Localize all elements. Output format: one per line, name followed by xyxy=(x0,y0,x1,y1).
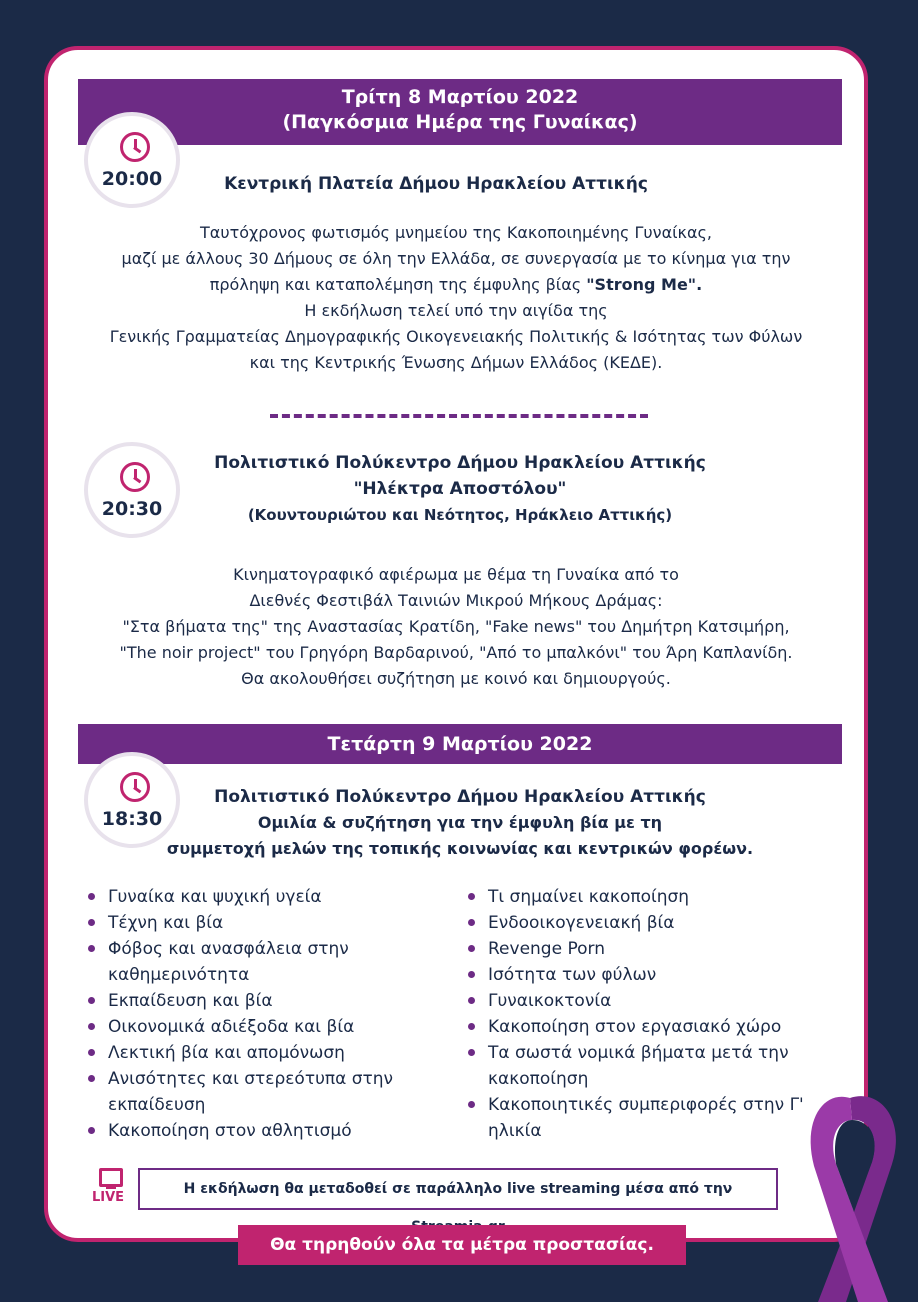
event2-line: Θα ακολουθήσει συζήτηση με κοινό και δημιουργούς. xyxy=(241,669,671,688)
streaming-notice: Η εκδήλωση θα μεταδοθεί σε παράλληλο live streaming μέσα από την xyxy=(138,1168,778,1210)
event2-venue: Πολιτιστικό Πολύκεντρο Δήμου Ηρακλείου Αττικής xyxy=(214,453,706,473)
event1-line: Ταυτόχρονος φωτισμός μνημείου της Κακοποιημένης Γυναίκας, xyxy=(200,223,712,242)
topics-right-list xyxy=(468,884,818,1144)
event3-venue: Πολιτιστικό Πολύκεντρο Δήμου Ηρακλείου Αττικής xyxy=(214,787,706,807)
day1-banner xyxy=(78,79,842,145)
event3-heading xyxy=(130,784,790,862)
topics-left-list xyxy=(88,884,438,1144)
day2-banner: Τετάρτη 9 Μαρτίου 2022 xyxy=(78,724,842,764)
clock-icon xyxy=(120,132,150,162)
event1-line: Η εκδήλωση τελεί υπό την αιγίδα της xyxy=(304,301,608,320)
event2-venue-name: "Ηλέκτρα Αποστόλου" xyxy=(353,479,567,499)
live-label: LIVE xyxy=(92,1190,125,1205)
topic-item: Ανισότητες και στερεότυπα στην εκπαίδευση xyxy=(88,1066,438,1118)
event1-venue: Κεντρική Πλατεία Δήμου Ηρακλείου Αττικής xyxy=(224,174,648,194)
section-divider xyxy=(270,414,648,418)
event1-line: μαζί με άλλους 30 Δήμους σε όλη την Ελλάδα, σε συνεργασία με το κίνημα για την xyxy=(121,249,791,268)
topic-item: Οικονομικά αδιέξοδα και βία xyxy=(88,1014,438,1040)
monitor-stand xyxy=(106,1186,116,1189)
event1-line xyxy=(44,272,868,298)
event2-time: 20:30 xyxy=(101,498,163,520)
event1-line-text: πρόληψη και καταπολέμηση της έμφυλης βίας xyxy=(209,275,587,294)
event1-line: και της Κεντρικής Ένωσης Δήμων Ελλάδος (ΚΕΔΕ). xyxy=(249,353,663,372)
event1-line: Γενικής Γραμματείας Δημογραφικής Οικογενειακής Πολιτικής & Ισότητας των Φύλων xyxy=(109,327,803,346)
topic-item: Κακοποιητικές συμπεριφορές στην Γ' ηλικία xyxy=(468,1092,818,1144)
event2-description xyxy=(44,562,868,692)
event2-venue-block xyxy=(130,450,790,528)
topic-item: Γυναίκα και ψυχική υγεία xyxy=(88,884,438,910)
event3-subtitle1: Ομιλία & συζήτηση για την έμφυλη βία με τη xyxy=(257,813,663,832)
topic-item: Φόβος και ανασφάλεια στην καθημερινότητα xyxy=(88,936,438,988)
event2-line: Διεθνές Φεστιβάλ Ταινιών Μικρού Μήκους Δράμας: xyxy=(249,591,663,610)
topic-item: Revenge Porn xyxy=(468,936,818,962)
event2-line: Κινηματογραφικό αφιέρωμα με θέμα τη Γυναίκα από το xyxy=(233,565,679,584)
event2-address: (Κουντουριώτου και Νεότητος, Ηράκλειο Αττικής) xyxy=(247,506,673,524)
day1-date: Τρίτη 8 Μαρτίου 2022 xyxy=(341,86,579,108)
awareness-ribbon-icon xyxy=(788,1080,918,1302)
event1-description xyxy=(44,220,868,376)
strong-me-label: "Strong Me". xyxy=(586,275,703,294)
topic-item: Κακοποίηση στον εργασιακό χώρο xyxy=(468,1014,818,1040)
topic-item: Τέχνη και βία xyxy=(88,910,438,936)
topic-item: Λεκτική βία και απομόνωση xyxy=(88,1040,438,1066)
topic-item: Τα σωστά νομικά βήματα μετά την κακοποίηση xyxy=(468,1040,818,1092)
event3-subtitle2: συμμετοχή μελών της τοπικής κοινωνίας και κεντρικών φορέων. xyxy=(166,839,754,858)
topic-item: Γυναικοκτονία xyxy=(468,988,818,1014)
event2-line: "Στα βήματα της" της Αναστασίας Κρατίδη, "Fake news" του Δημήτρη Κατσιμήρη, xyxy=(122,617,790,636)
event3-time: 18:30 xyxy=(101,808,163,830)
topic-item: Ισότητα των φύλων xyxy=(468,962,818,988)
topic-item: Τι σημαίνει κακοποίηση xyxy=(468,884,818,910)
topic-item: Κακοποίηση στον αθλητισμό xyxy=(88,1118,438,1144)
topic-item: Εκπαίδευση και βία xyxy=(88,988,438,1014)
day1-occasion: (Παγκόσμια Ημέρα της Γυναίκας) xyxy=(282,111,638,133)
live-stream-icon xyxy=(92,1168,130,1208)
event1-time: 20:00 xyxy=(101,168,163,190)
monitor-icon xyxy=(99,1168,123,1187)
topic-item: Ενδοοικογενειακή βία xyxy=(468,910,818,936)
protection-measures-banner: Θα τηρηθούν όλα τα μέτρα προστασίας. xyxy=(238,1225,686,1265)
event2-line: "The noir project" του Γρηγόρη Βαρδαρινού, "Από το μπαλκόνι" του Άρη Καπλανίδη. xyxy=(119,643,793,662)
